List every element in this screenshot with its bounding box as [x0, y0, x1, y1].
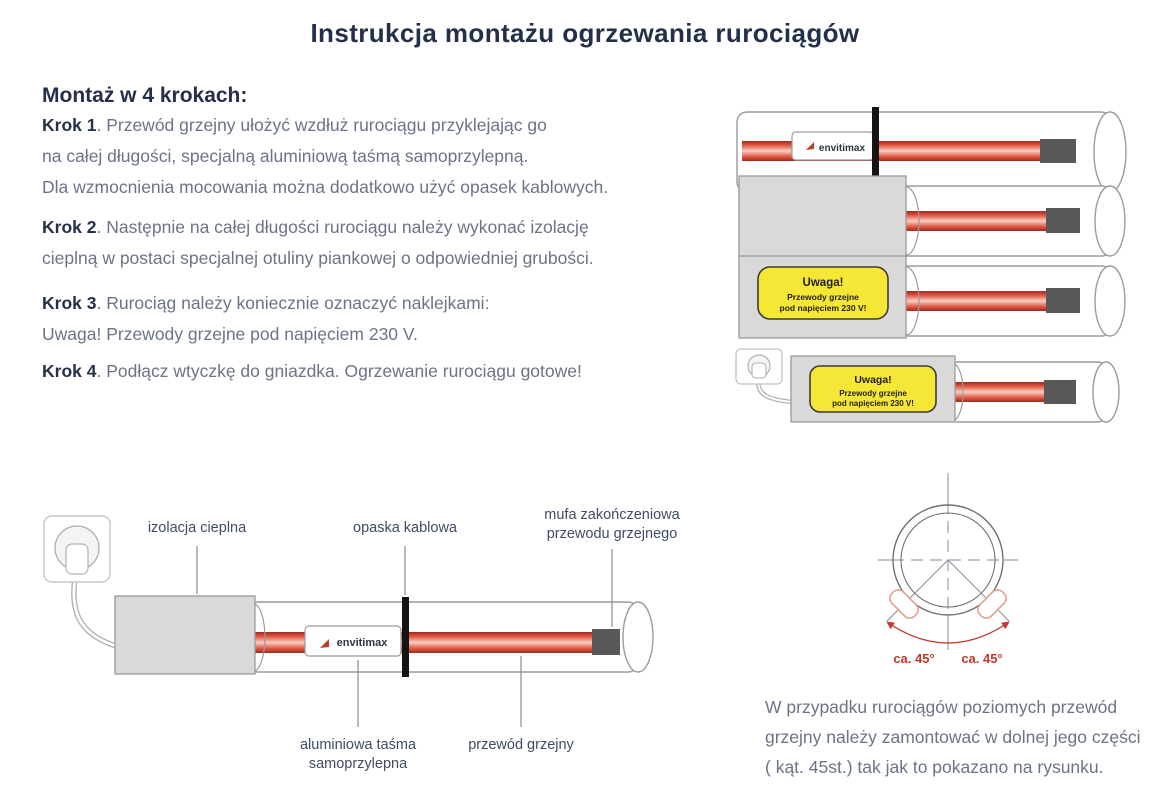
label-cable-tie: opaska kablowa: [353, 520, 457, 536]
step-3-text: . Rurociąg należy koniecznie oznaczyć naklejkami:: [96, 293, 490, 313]
step-3-text: Uwaga! Przewody grzejne pod napięciem 230 V.: [42, 324, 418, 344]
step-1-text: Dla wzmocnienia mocowania można dodatkowo użyć opasek kablowych.: [42, 177, 609, 197]
note-line: ( kąt. 45st.) tak jak to pokazano na rysunku.: [765, 757, 1104, 777]
brand-text: envitimax: [818, 143, 866, 154]
step-4-label: Krok 4: [42, 361, 97, 381]
angle-label-left: ca. 45°: [893, 651, 935, 666]
steps-heading: Montaż w 4 krokach:: [42, 84, 248, 107]
warning-text: pod napięciem 230 V!: [832, 399, 914, 408]
label-heating-cable: przewód grzejny: [468, 737, 574, 753]
warning-text: Przewody grzejne: [839, 389, 907, 398]
note-line: W przypadku rurociągów poziomych przewód: [765, 697, 1118, 717]
label-end-sleeve-line: mufa zakończeniowa: [544, 507, 680, 523]
page-title: Instrukcja montażu ogrzewania rurociągów: [310, 18, 860, 48]
insulation: [115, 596, 255, 674]
angle-label-right: ca. 45°: [961, 651, 1003, 666]
step-3-label: Krok 3: [42, 293, 97, 313]
horizontal-pipes-note: [765, 692, 1140, 782]
labelled-diagram: [44, 516, 653, 727]
warning-title: Uwaga!: [802, 277, 844, 289]
warning-title: Uwaga!: [854, 374, 892, 386]
pipe-end: [623, 602, 653, 672]
end-sleeve: [1046, 208, 1080, 233]
label-insulation: izolacja cieplna: [147, 520, 247, 536]
warning-text: Przewody grzejne: [787, 292, 859, 302]
label-aluminium-tape-line: samoprzylepna: [308, 756, 408, 772]
label-aluminium-tape: [300, 736, 416, 774]
cable-tie: [402, 597, 409, 677]
end-sleeve: [1046, 288, 1080, 313]
end-sleeve: [1044, 380, 1076, 404]
plug-icon: [752, 363, 766, 378]
label-end-sleeve: [544, 506, 679, 544]
end-sleeve: [592, 629, 620, 655]
pipe-end: [1095, 186, 1125, 256]
illustration-step-3: [739, 256, 1125, 338]
cross-section-diagram: [878, 473, 1018, 666]
brand-text: envitimax: [336, 637, 388, 649]
step-2-text: . Następnie na całej długości rurociągu należy wykonać izolację: [96, 217, 589, 237]
label-aluminium-tape-line: aluminiowa taśma: [299, 737, 417, 753]
step-2-label: Krok 2: [42, 217, 97, 237]
insulation: [739, 176, 906, 258]
label-end-sleeve-line: przewodu grzejnego: [546, 526, 678, 542]
step-1-text: na całej długości, specjalną aluminiową taśmą samoprzylepną.: [42, 146, 529, 166]
plug-icon: [66, 544, 88, 574]
power-cord: [74, 572, 116, 646]
illustration-step-2: [739, 176, 1125, 258]
warning-text: pod napięciem 230 V!: [779, 303, 867, 313]
step-2-text: cieplną w postaci specjalnej otuliny piankowej o odpowiedniej grubości.: [42, 248, 594, 268]
note-line: grzejny należy zamontować w dolnej jego części: [765, 727, 1141, 747]
pipe-end: [1095, 266, 1125, 336]
pipe-end: [1093, 362, 1119, 422]
illustration-step-4: [736, 349, 1119, 422]
pipe-end: [1094, 112, 1126, 192]
end-sleeve: [1040, 139, 1076, 163]
step-4-text: . Podłącz wtyczkę do gniazdka. Ogrzewanie rurociągu gotowe!: [96, 361, 582, 381]
step-1-text: . Przewód grzejny ułożyć wzdłuż rurociągu przyklejając go: [96, 115, 547, 135]
step-1-label: Krok 1: [42, 115, 97, 135]
